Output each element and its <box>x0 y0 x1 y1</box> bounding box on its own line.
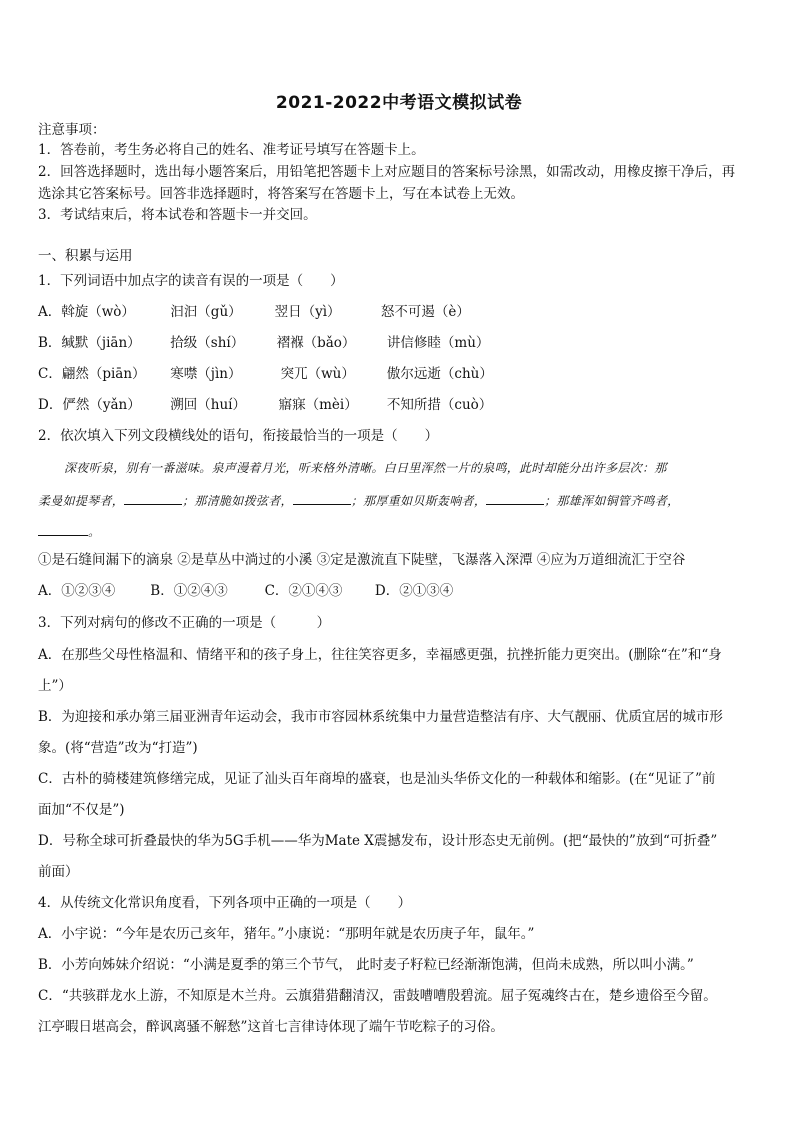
option-word: 突兀（wù） <box>280 366 355 382</box>
option-word: A．斡旋（wò） <box>38 304 135 320</box>
question-3-option-a-cont: 上”） <box>38 678 72 694</box>
option-word: 不知所措（cuò） <box>386 397 493 413</box>
passage-fragment: 。 <box>88 525 101 539</box>
option-word: 溯回（huí） <box>170 397 247 413</box>
option-word: B．缄默（jiān） <box>38 335 141 351</box>
question-2-options <box>38 581 453 601</box>
option-word: 傲尔远逝（chù） <box>386 366 493 382</box>
page-title: 2021-2022中考语文模拟试卷 <box>275 93 523 113</box>
question-2-passage-line-2 <box>38 490 679 511</box>
question-3-option-c: C．古朴的骑楼建筑修缮完成，见证了汕头百年商埠的盛衰，也是汕头华侨文化的一种载体和缩影。(在“见证了”前 <box>38 771 716 787</box>
notice-heading: 注意事项： <box>38 122 106 138</box>
notice-item-2-cont: 选涂其它答案标号。回答非选择题时，将答案写在答题卡上，写在本试卷上无效。 <box>38 186 524 202</box>
notice-item-2: 2．回答选择题时，选出每小题答案后，用铅笔把答题卡上对应题目的答案标号涂黑，如需改动，用橡皮擦干净后，再 <box>38 164 736 180</box>
question-2-stem: 2．依次填入下列文段横线处的语句，衔接最恰当的一项是（ ） <box>38 428 439 444</box>
option-a: A．①②③④ <box>38 583 116 599</box>
question-3-option-a: A．在那些父母性格温和、情绪平和的孩子身上，往往笑容更多，幸福感更强，抗挫折能力更突出。(删除“在”和“身 <box>38 647 722 663</box>
question-3-option-b-cont: 象。(将“营造”改为“打造”) <box>38 740 198 756</box>
passage-fragment: 柔曼如提琴者， <box>38 494 125 508</box>
answer-blank-1 <box>124 490 182 505</box>
passage-fragment: ；那雄浑如铜管齐鸣者， <box>544 494 680 508</box>
question-2-choices: ①是石缝间漏下的滴泉 ②是草丛中淌过的小溪 ③定是激流直下陡壁，飞瀑落入深潭 ④应为万道细流汇于空谷 <box>38 552 686 568</box>
question-3-stem: 3．下列对病句的修改不正确的一项是（ ） <box>38 615 331 631</box>
option-word: C．翩然（piān） <box>38 366 146 382</box>
option-word: 寤寐（mèi） <box>278 397 358 413</box>
option-word: 翌日（yì） <box>274 304 341 320</box>
passage-fragment: ；那厚重如贝斯轰响者， <box>350 494 487 508</box>
question-1-option-a <box>38 302 470 322</box>
question-3-option-b: B．为迎接和承办第三届亚洲青年运动会，我市市容园林系统集中力量营造整洁有序、大气靓丽、优质宜居的城市形 <box>38 709 723 725</box>
question-2-passage-line-3 <box>38 521 100 542</box>
question-1-stem: 1．下列词语中加点字的读音有误的一项是（ ） <box>38 273 344 289</box>
question-4-option-a: A．小宇说：“今年是农历己亥年，猪年。”小康说：“那明年就是农历庚子年，鼠年。” <box>38 926 535 942</box>
option-word: 讲信修睦（mù） <box>386 335 490 351</box>
question-3-option-d: D．号称全球可折叠最快的华为5G手机——华为Mate X震撼发布，设计形态史无前例。(把“最快的”放到“可折叠” <box>38 833 718 849</box>
section-heading: 一、积累与运用 <box>38 248 133 264</box>
option-word: 汩汩（gǔ） <box>170 304 242 320</box>
question-1-option-b <box>38 333 489 353</box>
option-d: D．②①③④ <box>374 583 454 599</box>
option-word: 怒不可遏（è） <box>380 304 470 320</box>
question-4-option-b: B．小芳向姊妹介绍说：“小满是夏季的第三个节气， 此时麦子籽粒已经渐渐饱满，但尚未成熟，所以叫小满。” <box>38 957 694 973</box>
notice-item-3: 3．考试结束后，将本试卷和答题卡一并交回。 <box>38 207 317 223</box>
answer-blank-4 <box>38 521 88 536</box>
answer-blank-3 <box>486 490 544 505</box>
option-word: D．俨然（yǎn） <box>38 397 141 413</box>
question-4-stem: 4．从传统文化常识角度看，下列各项中正确的一项是（ ） <box>38 895 412 911</box>
question-2-passage-line-1: 深夜听泉，别有一番滋味。泉声漫着月光，听来格外清晰。白日里浑然一片的泉鸣，此时却能分出许多层次：那 <box>64 461 667 475</box>
option-word: 褶褓（bǎo） <box>276 335 356 351</box>
option-c: C．②①④③ <box>264 583 343 599</box>
question-1-option-c <box>38 364 493 384</box>
option-word: 拾级（shí） <box>170 335 245 351</box>
question-3-option-d-cont: 前面） <box>38 864 79 880</box>
question-4-option-c: C．“共骇群龙水上游，不知原是木兰舟。云旗猎猎翻清汉，雷鼓嘈嘈殷碧流。屈子冤魂终古在，楚乡遗俗至今留。 <box>38 988 717 1004</box>
option-word: 寒噤（jìn） <box>170 366 242 382</box>
option-b: B．①②④③ <box>150 583 228 599</box>
notice-item-1: 1．答卷前，考生务必将自己的姓名、准考证号填写在答题卡上。 <box>38 142 425 158</box>
answer-blank-2 <box>293 490 351 505</box>
question-1-option-d <box>38 395 492 415</box>
question-4-option-c-cont: 江亭暇日堪高会，醉讽离骚不解愁”这首七言律诗体现了端午节吃粽子的习俗。 <box>38 1019 504 1035</box>
passage-fragment: ；那清脆如拨弦者， <box>182 494 293 508</box>
question-3-option-c-cont: 面加“不仅是”) <box>38 802 125 818</box>
